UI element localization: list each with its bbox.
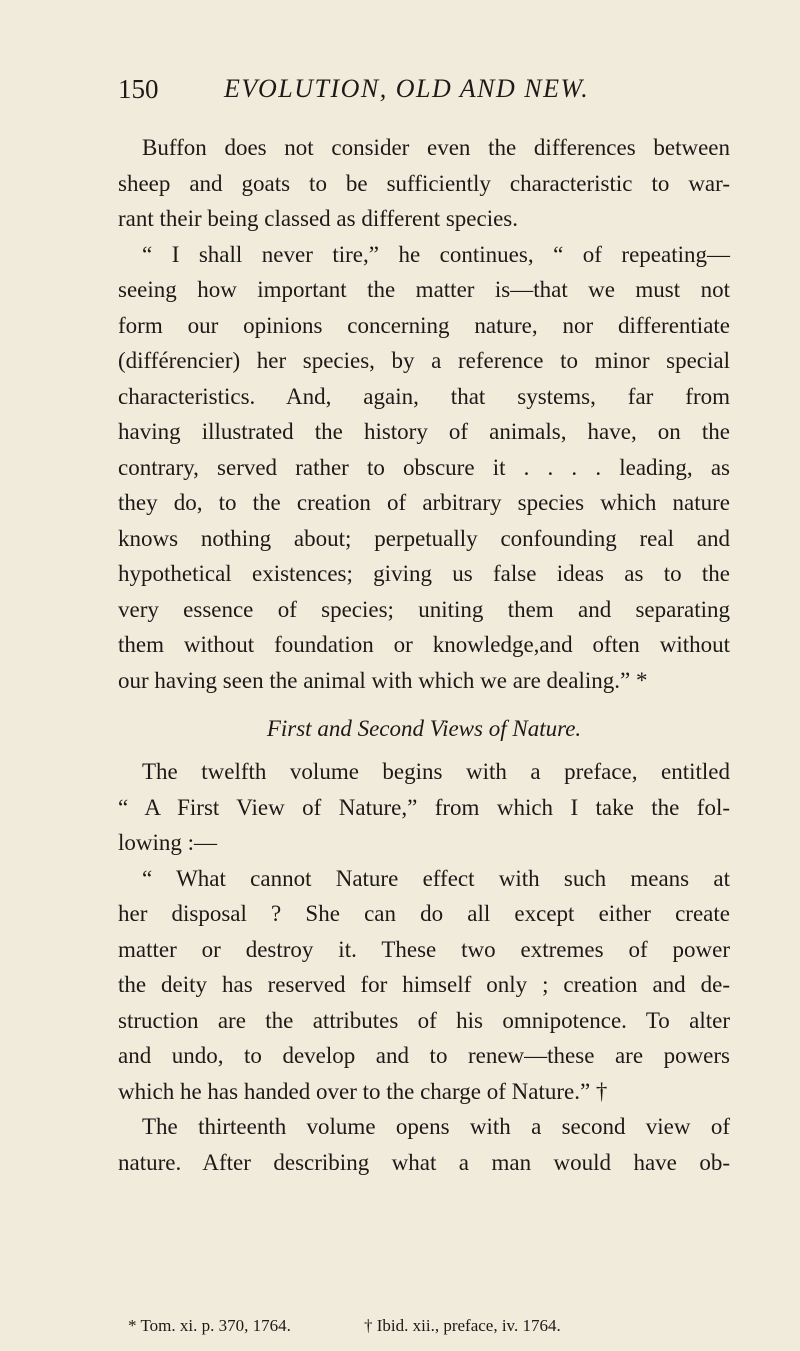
text-line: rant their being classed as different species. <box>118 206 519 231</box>
text-line: having illustrated the history of animals, have, on the <box>118 419 730 444</box>
text-line: matter or destroy it. These two extremes of power <box>118 936 730 962</box>
body-text <box>118 130 730 1180</box>
text-line: very essence of species; uniting them and separating <box>118 596 730 622</box>
text-line: her disposal ? She can do all except either create <box>118 901 730 926</box>
text-line: characteristics. And, again, that systems, far from <box>118 383 730 409</box>
running-title: EVOLUTION, OLD AND NEW. <box>224 74 590 103</box>
text-line: The twelfth volume begins with a preface, entitled <box>142 759 730 784</box>
page-header <box>118 74 738 114</box>
text-line: which he has handed over to the charge of Nature.” † <box>118 1078 608 1104</box>
footnote: * Tom. xi. p. 370, 1764. <box>128 1316 291 1335</box>
text-line: struction are the attributes of his omnipotence. To alter <box>118 1007 730 1033</box>
text-line: The thirteenth volume opens with a second view of <box>142 1114 730 1139</box>
text-line: “ What cannot Nature effect with such means at <box>142 865 730 891</box>
text-line: “ I shall never tire,” he continues, “ of repeating— <box>142 241 730 267</box>
footnotes <box>128 1314 728 1338</box>
text-line: hypothetical existences; giving us false ideas as to the <box>118 561 730 586</box>
text-line: sheep and goats to be sufficiently characteristic to war- <box>118 170 730 196</box>
text-line: seeing how important the matter is—that we must not <box>118 277 730 302</box>
paragraph <box>118 1109 730 1180</box>
text-line: lowing :— <box>118 830 218 855</box>
text-line: they do, to the creation of arbitrary species which nature <box>118 490 730 515</box>
text-line: nature. After describing what a man would have ob- <box>118 1149 730 1175</box>
paragraph <box>118 754 730 861</box>
text-line: Buffon does not consider even the differences between <box>142 135 730 160</box>
page-number: 150 <box>118 74 159 104</box>
block-quote <box>118 861 730 1110</box>
text-line: our having seen the animal with which we are dealing.” * <box>118 667 648 693</box>
text-line: form our opinions concerning nature, nor differentiate <box>118 312 730 338</box>
text-line: contrary, served rather to obscure it . . . . leading, as <box>118 454 730 480</box>
paragraph <box>118 237 730 699</box>
text-line: (différencier) her species, by a reference to minor special <box>118 348 730 373</box>
section-heading: First and Second Views of Nature. <box>266 716 582 741</box>
paragraph <box>118 130 730 237</box>
text-line: and undo, to develop and to renew—these are powers <box>118 1043 730 1068</box>
footnote: † Ibid. xii., preface, iv. 1764. <box>364 1316 561 1335</box>
text-line: the deity has reserved for himself only ; creation and de- <box>118 972 730 997</box>
text-line: “ A First View of Nature,” from which I take the fol- <box>118 794 730 820</box>
text-line: knows nothing about; perpetually confounding real and <box>118 525 730 551</box>
text-line: them without foundation or knowledge,and often without <box>118 632 730 657</box>
